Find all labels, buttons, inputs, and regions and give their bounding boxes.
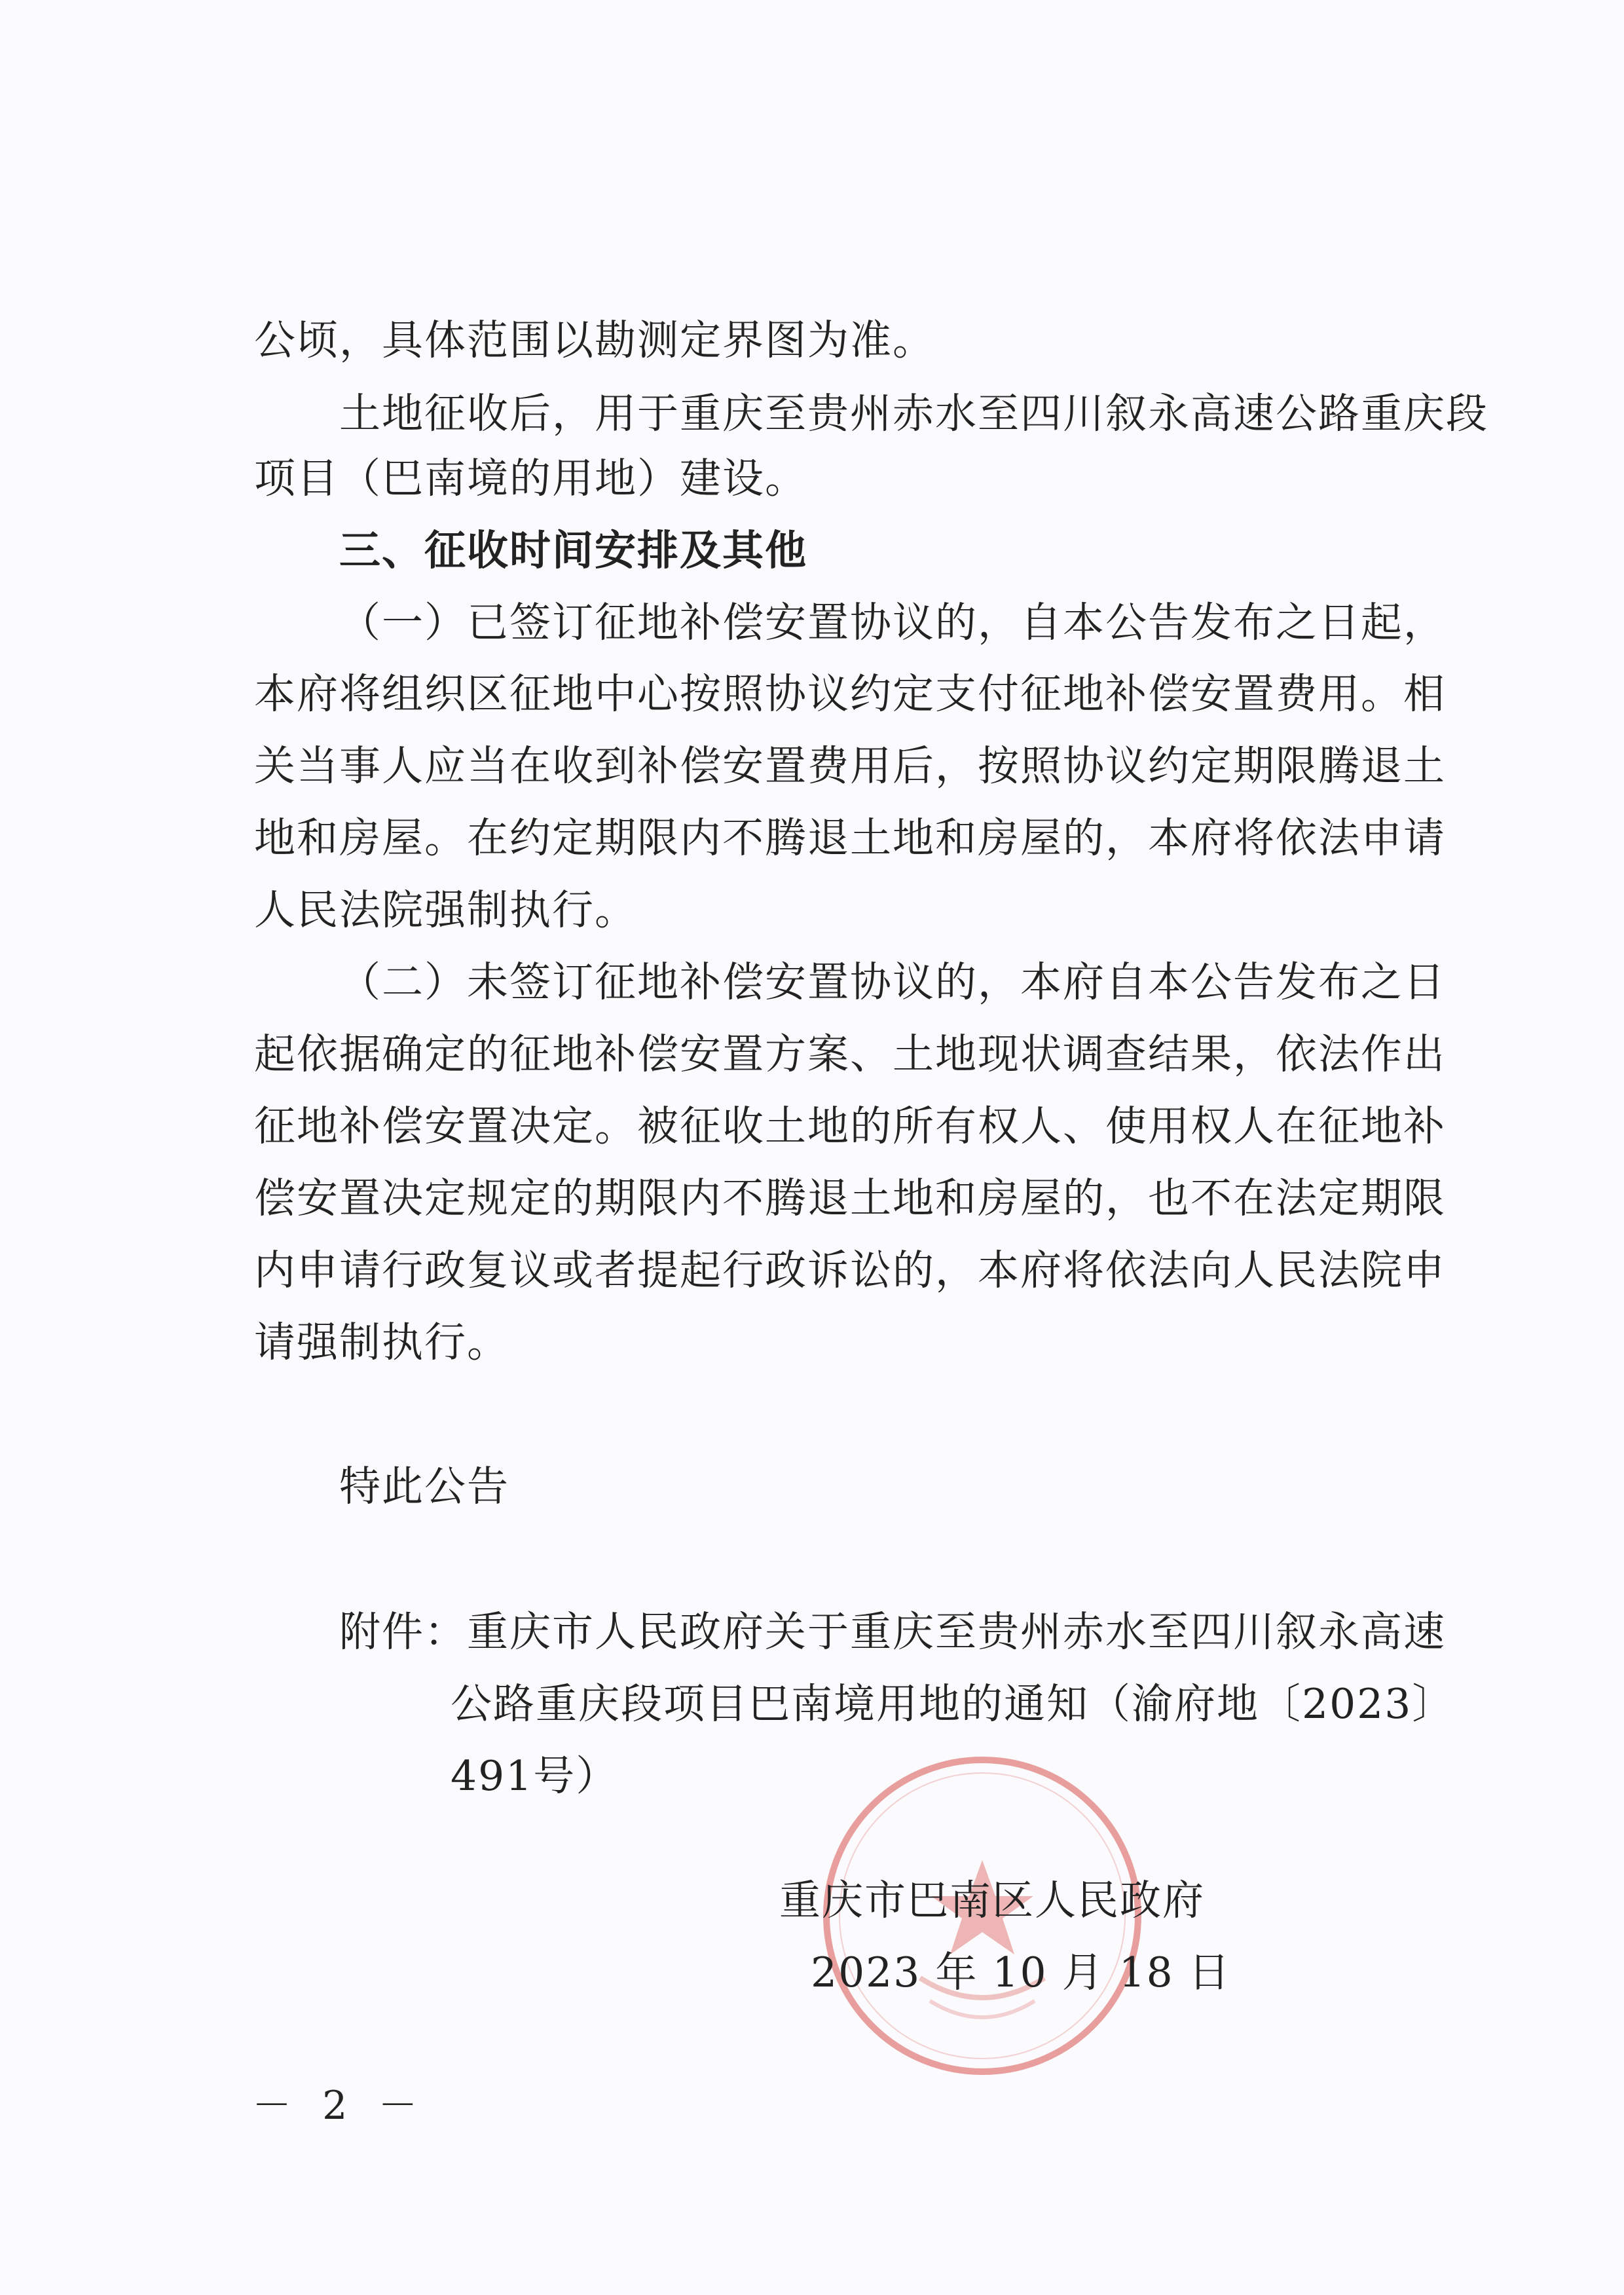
body-line-10: （二）未签订征地补偿安置协议的，本府自本公告发布之日	[339, 958, 1446, 1006]
body-line-9: 人民法院强制执行。	[254, 886, 637, 934]
body-line-3: 项目（巴南境的用地）建设。	[254, 455, 807, 502]
body-line-2: 土地征收后，用于重庆至贵州赤水至四川叙永高速公路重庆段	[339, 390, 1488, 438]
body-line-1: 公顷，具体范围以勘测定界图为准。	[254, 316, 935, 364]
signature-organization: 重庆市巴南区人民政府	[779, 1876, 1205, 1924]
attachment-line-1: 附件：重庆市人民政府关于重庆至贵州赤水至四川叙永高速	[339, 1608, 1446, 1656]
body-line-11: 起依据确定的征地补偿安置方案、土地现状调查结果，依法作出	[254, 1030, 1446, 1078]
signature-date: 2023 年 10 月 18 日	[811, 1949, 1231, 1996]
body-line-8: 地和房屋。在约定期限内不腾退土地和房屋的，本府将依法申请	[254, 814, 1446, 862]
body-line-12: 征地补偿安置决定。被征收土地的所有权人、使用权人在征地补	[254, 1102, 1446, 1150]
body-line-13: 偿安置决定规定的期限内不腾退土地和房屋的，也不在法定期限	[254, 1174, 1446, 1222]
section-heading: 三、征收时间安排及其他	[339, 527, 807, 574]
body-line-14: 内申请行政复议或者提起行政诉讼的，本府将依法向人民法院申	[254, 1246, 1446, 1294]
body-line-7: 关当事人应当在收到补偿安置费用后，按照协议约定期限腾退土	[254, 742, 1446, 790]
page-number: － 2 －	[252, 2083, 427, 2129]
closing-line: 特此公告	[339, 1463, 509, 1510]
body-line-15: 请强制执行。	[254, 1318, 509, 1366]
body-line-5: （一）已签订征地补偿安置协议的，自本公告发布之日起，	[339, 599, 1446, 646]
attachment-line-2: 公路重庆段项目巴南境用地的通知（渝府地〔2023〕	[451, 1680, 1455, 1728]
body-line-6: 本府将组织区征地中心按照协议约定支付征地补偿安置费用。相	[254, 670, 1446, 718]
attachment-line-3: 491号）	[451, 1752, 619, 1800]
